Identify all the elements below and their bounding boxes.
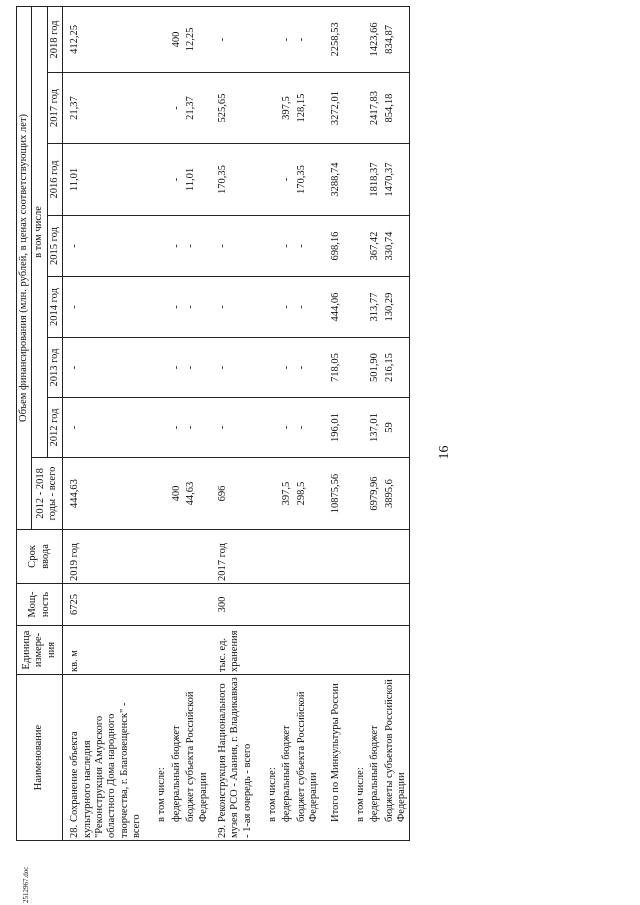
unit-cell xyxy=(295,626,322,675)
year-value-cell: 444,06 xyxy=(322,277,343,338)
year-value-cell xyxy=(255,338,280,398)
year-value-cell: - xyxy=(63,277,145,338)
year-value-cell: - xyxy=(63,216,145,277)
year-value-cell xyxy=(144,6,169,72)
header-unit: Единица измере-ния xyxy=(17,626,63,675)
year-value-cell xyxy=(255,216,280,277)
row-name-cell xyxy=(255,675,280,841)
row-name: бюджеты субъектов Российской Федерации xyxy=(383,679,407,822)
capacity-cell xyxy=(368,584,382,626)
year-value-cell: 170,35 xyxy=(295,144,322,216)
year-value-cell xyxy=(144,73,169,144)
year-value-cell: 216,15 xyxy=(383,338,410,398)
year-value-cell: - xyxy=(170,144,184,216)
year-value-cell: - xyxy=(211,398,255,458)
unit-cell xyxy=(170,626,184,675)
term-cell xyxy=(343,530,368,584)
table-row xyxy=(144,6,169,840)
header-year: 2017 год xyxy=(47,73,62,144)
unit-cell: кв. м xyxy=(63,626,145,675)
year-value-cell: 400 xyxy=(170,6,184,72)
row-name: федеральный бюджет xyxy=(281,725,293,822)
funding-table xyxy=(16,6,410,841)
unit-cell: тыс. ед. хранения xyxy=(211,626,255,675)
page-number: 16 xyxy=(437,445,452,460)
year-value-cell xyxy=(144,277,169,338)
header-year: 2016 год xyxy=(47,144,62,216)
year-value-cell: - xyxy=(211,6,255,72)
table-row xyxy=(368,6,382,840)
term-cell xyxy=(144,530,169,584)
row-name-cell xyxy=(144,675,169,841)
year-value-cell: 3272,01 xyxy=(322,73,343,144)
year-value-cell: - xyxy=(295,6,322,72)
table-row xyxy=(184,6,211,840)
year-value-cell: - xyxy=(63,338,145,398)
unit-cell xyxy=(144,626,169,675)
year-value-cell xyxy=(343,398,368,458)
year-value-cell: 367,42 xyxy=(368,216,382,277)
row-name-cell xyxy=(383,675,410,841)
header-total-years: 2012 - 2018 годы - всего xyxy=(32,458,63,530)
year-value-cell xyxy=(343,338,368,398)
year-value-cell: - xyxy=(280,216,294,277)
total-cell: 444,63 xyxy=(63,458,145,530)
year-value-cell: 834,87 xyxy=(383,6,410,72)
term-cell xyxy=(184,530,211,584)
capacity-cell: 6725 xyxy=(63,584,145,626)
term-cell xyxy=(280,530,294,584)
capacity-cell xyxy=(383,584,410,626)
table-row xyxy=(63,6,145,840)
year-value-cell: - xyxy=(295,277,322,338)
year-value-cell: 501,90 xyxy=(368,338,382,398)
capacity-cell xyxy=(184,584,211,626)
header-year: 2015 год xyxy=(47,216,62,277)
year-value-cell: 397,5 xyxy=(280,73,294,144)
capacity-cell xyxy=(295,584,322,626)
year-value-cell: 412,25 xyxy=(63,6,145,72)
row-name-cell xyxy=(295,675,322,841)
year-value-cell: 12,25 xyxy=(184,6,211,72)
year-value-cell: - xyxy=(211,338,255,398)
year-value-cell: - xyxy=(63,398,145,458)
row-name: Реконструкция Национального музея РСО - Алания, г. Владикавказ - 1-ая очередь - всего xyxy=(216,677,253,838)
year-value-cell: 313,77 xyxy=(368,277,382,338)
year-value-cell: - xyxy=(211,216,255,277)
year-value-cell: - xyxy=(280,338,294,398)
year-value-cell xyxy=(144,398,169,458)
year-value-cell: - xyxy=(295,338,322,398)
unit-cell xyxy=(343,626,368,675)
row-name-cell xyxy=(280,675,294,841)
year-value-cell xyxy=(343,216,368,277)
unit-cell xyxy=(280,626,294,675)
row-name: в том числе: xyxy=(267,767,278,822)
year-value-cell: 3288,74 xyxy=(322,144,343,216)
total-cell: 298,5 xyxy=(295,458,322,530)
table-row xyxy=(280,6,294,840)
unit-cell xyxy=(255,626,280,675)
row-name-cell xyxy=(322,675,343,841)
row-name: федеральный бюджет xyxy=(369,725,381,822)
header-incl: в том числе xyxy=(32,6,47,457)
year-value-cell: 59 xyxy=(383,398,410,458)
header-capacity: Мощ-ность xyxy=(17,584,63,626)
year-value-cell: 11,01 xyxy=(184,144,211,216)
year-value-cell: 854,18 xyxy=(383,73,410,144)
total-cell: 400 xyxy=(170,458,184,530)
table-row xyxy=(383,6,410,840)
year-value-cell: - xyxy=(280,144,294,216)
row-index: 29. xyxy=(216,824,228,838)
row-name-cell xyxy=(184,675,211,841)
year-value-cell: - xyxy=(295,398,322,458)
total-cell xyxy=(144,458,169,530)
table-row xyxy=(170,6,184,840)
year-value-cell: - xyxy=(170,398,184,458)
row-name-cell xyxy=(170,675,184,841)
term-cell: 2019 год xyxy=(63,530,145,584)
year-value-cell: 196,01 xyxy=(322,398,343,458)
capacity-cell xyxy=(170,584,184,626)
row-name-cell xyxy=(63,675,145,841)
year-value-cell: - xyxy=(280,398,294,458)
year-value-cell: 21,37 xyxy=(184,73,211,144)
year-value-cell: - xyxy=(280,277,294,338)
year-value-cell: - xyxy=(170,216,184,277)
header-term: Срок ввода xyxy=(17,530,63,584)
year-value-cell xyxy=(343,73,368,144)
term-cell xyxy=(368,530,382,584)
term-cell xyxy=(170,530,184,584)
year-value-cell: - xyxy=(211,277,255,338)
year-value-cell xyxy=(255,73,280,144)
year-value-cell: - xyxy=(184,216,211,277)
year-value-cell: - xyxy=(170,277,184,338)
header-year: 2012 год xyxy=(47,398,62,458)
year-value-cell xyxy=(255,144,280,216)
header-year: 2013 год xyxy=(47,338,62,398)
year-value-cell: 170,35 xyxy=(211,144,255,216)
year-value-cell: 698,16 xyxy=(322,216,343,277)
row-name: в том числе: xyxy=(156,767,168,822)
year-value-cell xyxy=(144,216,169,277)
year-value-cell xyxy=(343,6,368,72)
term-cell xyxy=(383,530,410,584)
year-value-cell xyxy=(255,6,280,72)
row-name: Итого по Минкультуры России xyxy=(329,683,341,822)
year-value-cell: 137,01 xyxy=(368,398,382,458)
unit-cell xyxy=(383,626,410,675)
table-row xyxy=(322,6,343,840)
row-name: Сохранение объекта культурного наследия "Реконструкция Амурского областного Дома народного творчества, г. Благовещенск" - всего xyxy=(69,702,142,838)
year-value-cell: - xyxy=(170,73,184,144)
year-value-cell xyxy=(255,277,280,338)
year-value-cell: 330,74 xyxy=(383,216,410,277)
year-value-cell: - xyxy=(184,398,211,458)
total-cell: 696 xyxy=(211,458,255,530)
capacity-cell: 300 xyxy=(211,584,255,626)
row-name-cell xyxy=(368,675,382,841)
year-value-cell: - xyxy=(184,338,211,398)
total-cell: 397,5 xyxy=(280,458,294,530)
table-row xyxy=(295,6,322,840)
year-value-cell: 128,15 xyxy=(295,73,322,144)
year-value-cell xyxy=(144,144,169,216)
year-value-cell: - xyxy=(280,6,294,72)
year-value-cell xyxy=(343,277,368,338)
capacity-cell xyxy=(255,584,280,626)
header-name: Наименование xyxy=(17,675,63,841)
footer-code: 2512967.doc xyxy=(22,866,30,903)
term-cell: 2017 год xyxy=(211,530,255,584)
total-cell xyxy=(255,458,280,530)
unit-cell xyxy=(368,626,382,675)
unit-cell xyxy=(184,626,211,675)
year-value-cell: 1470,37 xyxy=(383,144,410,216)
total-cell: 10875,56 xyxy=(322,458,343,530)
term-cell xyxy=(322,530,343,584)
header-year: 2018 год xyxy=(47,6,62,72)
year-value-cell: 718,05 xyxy=(322,338,343,398)
table-row xyxy=(211,6,255,840)
term-cell xyxy=(255,530,280,584)
year-value-cell xyxy=(144,338,169,398)
capacity-cell xyxy=(144,584,169,626)
year-value-cell: 1423,66 xyxy=(368,6,382,72)
capacity-cell xyxy=(343,584,368,626)
year-value-cell: - xyxy=(295,216,322,277)
total-cell: 6979,96 xyxy=(368,458,382,530)
header-year: 2014 год xyxy=(47,277,62,338)
capacity-cell xyxy=(322,584,343,626)
row-index: 28. xyxy=(69,824,81,838)
year-value-cell: 130,29 xyxy=(383,277,410,338)
year-value-cell: 1818,37 xyxy=(368,144,382,216)
year-value-cell: 525,65 xyxy=(211,73,255,144)
year-value-cell xyxy=(343,144,368,216)
year-value-cell: - xyxy=(170,338,184,398)
total-cell: 44,63 xyxy=(184,458,211,530)
year-value-cell: 11,01 xyxy=(63,144,145,216)
year-value-cell: - xyxy=(184,277,211,338)
total-cell xyxy=(343,458,368,530)
header-funding-title: Объем финансирования (млн. рублей, в ценах соответствующих лет) xyxy=(17,6,32,529)
year-value-cell xyxy=(255,398,280,458)
row-name-cell xyxy=(211,675,255,841)
capacity-cell xyxy=(280,584,294,626)
row-name: бюджет субъекта Российской Федерации xyxy=(295,691,320,822)
year-value-cell: 2258,53 xyxy=(322,6,343,72)
year-value-cell: 2417,83 xyxy=(368,73,382,144)
unit-cell xyxy=(322,626,343,675)
year-value-cell: 21,37 xyxy=(63,73,145,144)
row-name: в том числе: xyxy=(354,767,366,822)
row-name-cell xyxy=(343,675,368,841)
row-name: федеральный бюджет xyxy=(170,725,182,822)
table-row xyxy=(255,6,280,840)
row-name: бюджет субъекта Российской Федерации xyxy=(185,691,209,822)
term-cell xyxy=(295,530,322,584)
table-row xyxy=(343,6,368,840)
total-cell: 3895,6 xyxy=(383,458,410,530)
